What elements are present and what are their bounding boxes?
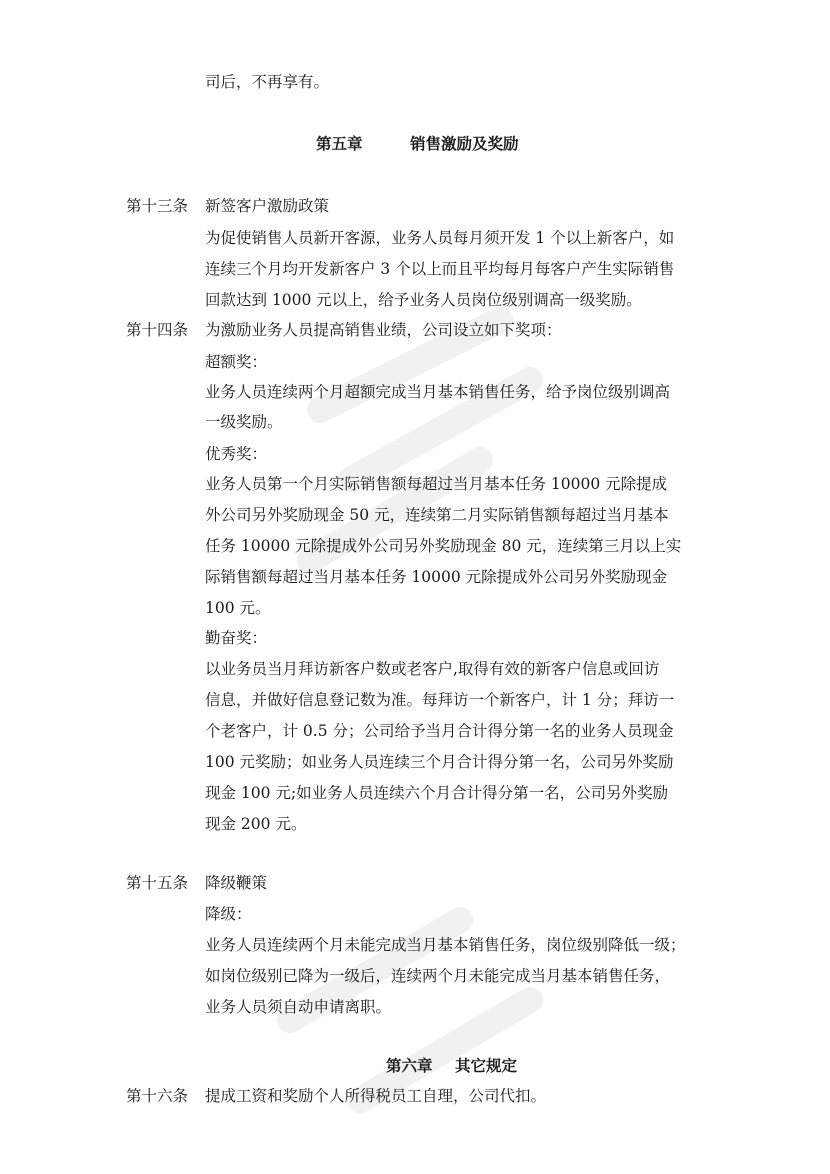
award-excellent-line: 外公司另外奖励现金 50 元，连续第二月实际销售额每超过当月基本: [205, 506, 669, 524]
award-diligence-line: 现金 100 元;如业务人员连续六个月合计得分第一名，公司另外奖励: [205, 784, 669, 802]
award-excess-line: 业务人员连续两个月超额完成当月基本销售任务，给予岗位级别调高: [205, 383, 671, 401]
award-excellent-line: 100 元。: [205, 599, 271, 617]
award-diligence-line: 个老客户，计 0.5 分；公司给予当月合计得分第一名的业务人员现金: [205, 722, 674, 740]
award-excellent-line: 际销售额每超过当月基本任务 10000 元除提成外公司另外奖励现金: [205, 568, 668, 586]
chapter-5-number: 第五章: [316, 134, 363, 153]
award-excess-line: 一级奖励。: [205, 413, 283, 431]
article-14-title: 为激励业务人员提高销售业绩，公司设立如下奖项：: [205, 321, 562, 339]
award-diligence-name: 勤奋奖：: [205, 629, 268, 647]
award-diligence-line: 现金 200 元。: [205, 815, 307, 833]
chapter-5-title: 销售激励及奖励: [410, 134, 519, 153]
demotion-line: 如岗位级别已降为一级后，连续两个月未能完成当月基本销售任务，: [205, 967, 671, 985]
article-14-label: 第十四条: [126, 321, 189, 339]
chapter-6-title: 其它规定: [455, 1056, 518, 1075]
award-excellent-line: 业务人员第一个月实际销售额每超过当月基本任务 10000 元除提成: [205, 475, 668, 493]
award-excellent-name: 优秀奖：: [205, 445, 268, 463]
article-16-title: 提成工资和奖励个人所得税员工自理，公司代扣。: [205, 1087, 547, 1105]
article-13-label: 第十三条: [126, 197, 189, 215]
continuation-text: 司后，不再享有。: [205, 73, 330, 91]
article-13-line: 为促使销售人员新开客源，业务人员每月须开发 1 个以上新客户，如: [205, 229, 675, 247]
article-15-label: 第十五条: [126, 874, 189, 892]
article-15-title: 降级鞭策: [205, 874, 268, 892]
article-13-title: 新签客户激励政策: [205, 197, 330, 215]
demotion-line: 业务人员连续两个月未能完成当月基本销售任务，岗位级别降低一级；: [205, 936, 686, 954]
article-13-line: 连续三个月均开发新客户 3 个以上而且平均每月每客户产生实际销售: [205, 260, 675, 278]
award-diligence-line: 以业务员当月拜访新客户数或老客户,取得有效的新客户信息或回访: [205, 660, 660, 678]
award-excess-name: 超额奖：: [205, 353, 268, 371]
article-16-label: 第十六条: [126, 1087, 189, 1105]
chapter-6-number: 第六章: [386, 1056, 433, 1075]
award-excellent-line: 任务 10000 元除提成外公司另外奖励现金 80 元，连续第三月以上实: [205, 537, 682, 555]
article-13-line: 回款达到 1000 元以上，给予业务人员岗位级别调高一级奖励。: [205, 291, 642, 309]
award-diligence-line: 信息，并做好信息登记数为准。每拜访一个新客户，计 1 分；拜访一: [205, 691, 675, 709]
award-diligence-line: 100 元奖励；如业务人员连续三个月合计得分第一名，公司另外奖励: [205, 753, 674, 771]
demotion-line: 业务人员须自动申请离职。: [205, 998, 392, 1016]
demotion-name: 降级：: [205, 905, 252, 923]
